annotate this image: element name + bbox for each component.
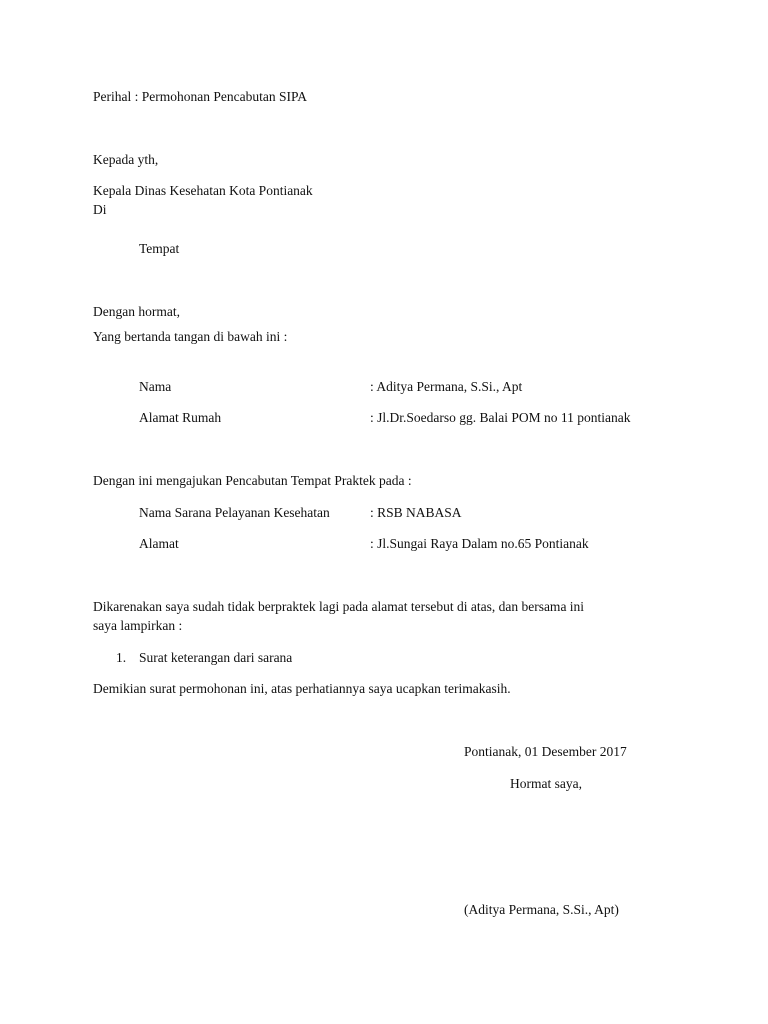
attachment-text: Surat keterangan dari sarana	[139, 650, 293, 665]
subject-line: Perihal : Permohonan Pencabutan SIPA	[93, 89, 307, 104]
facility-name-value: : RSB NABASA	[370, 505, 462, 520]
greeting: Dengan hormat,	[93, 304, 180, 319]
applicant-address-value: : Jl.Dr.Soedarso gg. Balai POM no 11 pontianak	[370, 410, 631, 425]
reason-line-1: Dikarenakan saya sudah tidak berpraktek lagi pada alamat tersebut di atas, dan bersama ini	[93, 599, 585, 614]
regards: Hormat saya,	[510, 776, 582, 791]
request-intro: Dengan ini mengajukan Pencabutan Tempat Praktek pada :	[93, 473, 412, 488]
applicant-name-label: Nama	[139, 379, 172, 394]
recipient-place: Tempat	[139, 241, 180, 256]
closing-line: Demikian surat permohonan ini, atas perhatiannya saya ucapkan terimakasih.	[93, 681, 511, 696]
facility-address-label: Alamat	[139, 536, 179, 551]
recipient-di: Di	[93, 202, 107, 217]
recipient-intro: Kepada yth,	[93, 152, 159, 167]
facility-name-label: Nama Sarana Pelayanan Kesehatan	[139, 505, 330, 520]
signature-name: (Aditya Permana, S.Si., Apt)	[464, 902, 619, 917]
applicant-name-value: : Aditya Permana, S.Si., Apt	[370, 379, 523, 394]
facility-address-value: : Jl.Sungai Raya Dalam no.65 Pontianak	[370, 536, 589, 551]
applicant-address-label: Alamat Rumah	[139, 410, 222, 425]
attachment-number: 1.	[116, 650, 127, 665]
reason-line-2: saya lampirkan :	[93, 618, 183, 633]
undersigned-intro: Yang bertanda tangan di bawah ini :	[93, 329, 288, 344]
place-date: Pontianak, 01 Desember 2017	[464, 744, 627, 759]
recipient-name: Kepala Dinas Kesehatan Kota Pontianak	[93, 183, 313, 198]
